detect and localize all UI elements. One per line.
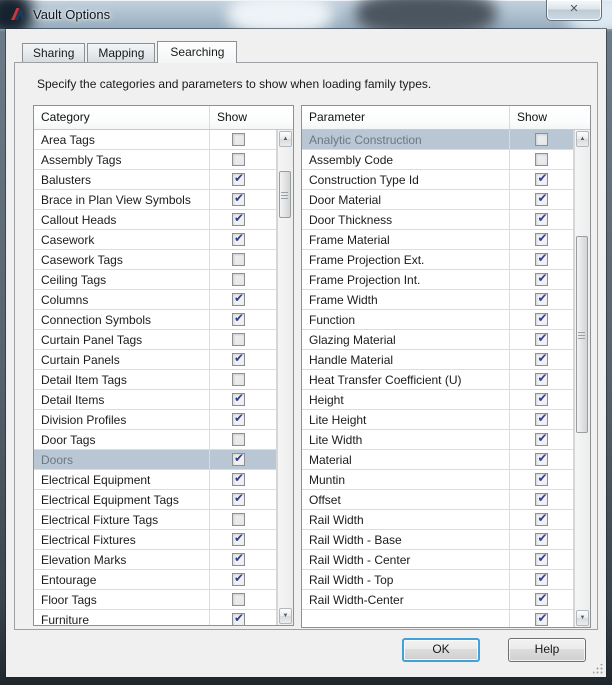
check-icon: ✔ [233, 231, 245, 245]
show-checkbox[interactable] [232, 133, 245, 146]
table-row[interactable] [34, 210, 276, 230]
check-icon: ✔ [537, 231, 548, 245]
scroll-up-button[interactable] [279, 131, 292, 147]
row-label: Detail Item Tags [34, 370, 210, 389]
table-row[interactable] [34, 570, 276, 590]
check-icon: ✔ [537, 591, 548, 605]
dialog-body [6, 29, 606, 677]
table-row[interactable] [302, 310, 573, 330]
table-row[interactable] [302, 350, 573, 370]
show-cell [210, 130, 276, 149]
show-checkbox[interactable] [535, 373, 548, 386]
check-icon: ✔ [537, 471, 548, 485]
table-row[interactable] [34, 410, 276, 430]
show-cell [210, 330, 276, 349]
table-row[interactable] [302, 530, 573, 550]
row-label: Division Profiles [34, 410, 210, 429]
table-row[interactable] [34, 610, 276, 625]
show-checkbox[interactable] [535, 173, 548, 186]
row-label: Muntin [302, 470, 510, 489]
row-label: Electrical Fixture Tags [34, 510, 210, 529]
check-icon: ✔ [537, 611, 548, 625]
parameter-show-column-header[interactable]: Show [517, 110, 548, 124]
check-icon: ✔ [233, 391, 245, 405]
table-row[interactable] [34, 550, 276, 570]
row-label: Entourage [34, 570, 210, 589]
row-label: Frame Projection Ext. [302, 250, 510, 269]
show-cell [510, 190, 573, 209]
show-cell [510, 250, 573, 269]
show-checkbox[interactable] [232, 553, 245, 566]
show-cell [510, 530, 573, 549]
check-icon: ✔ [537, 291, 548, 305]
show-cell [510, 350, 573, 369]
check-icon: ✔ [537, 271, 548, 285]
show-checkbox[interactable] [535, 273, 548, 286]
show-cell [210, 310, 276, 329]
row-label: Doors [34, 450, 210, 469]
row-label: Lite Width [302, 430, 510, 449]
table-row[interactable] [34, 590, 276, 610]
scrollbar-thumb[interactable] [576, 236, 588, 433]
table-row[interactable] [302, 450, 573, 470]
row-label: Analytic Construction [302, 130, 510, 149]
show-cell [510, 310, 573, 329]
row-label: Ceiling Tags [34, 270, 210, 289]
show-checkbox[interactable] [535, 233, 548, 246]
show-cell [210, 250, 276, 269]
show-cell [210, 170, 276, 189]
scrollbar-thumb[interactable] [279, 171, 291, 218]
row-label: Detail Items [34, 390, 210, 409]
check-icon: ✔ [537, 171, 548, 185]
show-checkbox[interactable] [232, 313, 245, 326]
table-row[interactable] [302, 230, 573, 250]
show-cell [210, 530, 276, 549]
table-row[interactable] [34, 390, 276, 410]
table-row[interactable] [302, 430, 573, 450]
table-row[interactable] [34, 290, 276, 310]
show-checkbox[interactable] [535, 513, 548, 526]
check-icon: ✔ [233, 491, 245, 505]
show-checkbox[interactable] [535, 433, 548, 446]
row-label: Door Material [302, 190, 510, 209]
check-icon: ✔ [537, 211, 548, 225]
row-label: Door Tags [34, 430, 210, 449]
check-icon: ✔ [233, 311, 245, 325]
show-checkbox[interactable] [535, 413, 548, 426]
row-label: Brace in Plan View Symbols [34, 190, 210, 209]
table-row[interactable] [302, 390, 573, 410]
row-label: Assembly Tags [34, 150, 210, 169]
show-cell [510, 170, 573, 189]
arrow-up-icon: ▲ [282, 136, 289, 142]
row-label: Callout Heads [34, 210, 210, 229]
show-checkbox[interactable] [232, 373, 245, 386]
show-checkbox[interactable] [232, 253, 245, 266]
thumb-grip-icon [281, 192, 288, 199]
row-label: Function [302, 310, 510, 329]
row-label: Frame Projection Int. [302, 270, 510, 289]
check-icon: ✔ [537, 551, 548, 565]
show-checkbox[interactable] [232, 493, 245, 506]
table-row[interactable] [34, 150, 276, 170]
row-label: Electrical Equipment [34, 470, 210, 489]
table-row[interactable] [302, 570, 573, 590]
check-icon: ✔ [537, 411, 548, 425]
show-checkbox[interactable] [232, 533, 245, 546]
show-cell [510, 510, 573, 529]
check-icon: ✔ [233, 411, 245, 425]
show-checkbox[interactable] [535, 333, 548, 346]
show-cell [510, 270, 573, 289]
show-checkbox[interactable] [232, 193, 245, 206]
show-checkbox[interactable] [535, 453, 548, 466]
show-checkbox[interactable] [232, 473, 245, 486]
arrow-down-icon: ▼ [282, 613, 289, 619]
row-label: Furniture [34, 610, 210, 625]
row-label: Offset [302, 490, 510, 509]
table-row[interactable] [34, 510, 276, 530]
check-icon: ✔ [537, 311, 548, 325]
row-label: Construction Type Id [302, 170, 510, 189]
close-icon: ✕ [569, 3, 579, 15]
show-checkbox[interactable] [232, 333, 245, 346]
check-icon: ✔ [233, 191, 245, 205]
show-cell [210, 550, 276, 569]
table-row[interactable] [302, 130, 573, 150]
table-row[interactable] [302, 150, 573, 170]
row-label: Material [302, 450, 510, 469]
show-cell [510, 610, 573, 627]
row-label: Casework [34, 230, 210, 249]
show-checkbox[interactable] [232, 273, 245, 286]
show-checkbox[interactable] [535, 393, 548, 406]
parameter-scrollbar[interactable] [574, 130, 590, 627]
tab-sharing[interactable]: Sharing [22, 43, 85, 62]
table-row[interactable] [302, 410, 573, 430]
check-icon: ✔ [233, 211, 245, 225]
table-row[interactable] [34, 190, 276, 210]
check-icon: ✔ [537, 431, 548, 445]
ok-button[interactable]: OK [402, 638, 480, 662]
table-row[interactable] [34, 250, 276, 270]
show-checkbox[interactable] [232, 233, 245, 246]
instruction-text: Specify the categories and parameters to show when loading family types. [37, 77, 432, 91]
titlebar-glass-blob [228, 0, 332, 29]
parameter-rows [302, 130, 574, 627]
show-cell [210, 290, 276, 309]
thumb-grip-icon [578, 332, 585, 339]
show-cell [210, 510, 276, 529]
show-checkbox[interactable] [232, 173, 245, 186]
check-icon: ✔ [537, 491, 548, 505]
close-button[interactable] [546, 0, 602, 21]
show-cell [510, 490, 573, 509]
table-row[interactable] [302, 290, 573, 310]
table-row[interactable] [302, 510, 573, 530]
show-cell [510, 450, 573, 469]
show-checkbox[interactable] [535, 193, 548, 206]
tab-searching[interactable]: Searching [157, 41, 237, 63]
show-checkbox[interactable] [535, 553, 548, 566]
show-cell [210, 570, 276, 589]
check-icon: ✔ [537, 511, 548, 525]
vault-app-icon [10, 6, 26, 22]
show-cell [210, 210, 276, 229]
table-row[interactable] [302, 190, 573, 210]
table-row[interactable] [34, 490, 276, 510]
show-checkbox[interactable] [535, 253, 548, 266]
row-label: Lite Height [302, 410, 510, 429]
show-checkbox[interactable] [232, 513, 245, 526]
table-row[interactable] [34, 330, 276, 350]
check-icon: ✔ [537, 371, 548, 385]
category-list [33, 105, 294, 626]
show-cell [210, 430, 276, 449]
table-row[interactable] [34, 270, 276, 290]
row-label: Casework Tags [34, 250, 210, 269]
check-icon: ✔ [233, 291, 245, 305]
show-cell [210, 230, 276, 249]
check-icon: ✔ [233, 531, 245, 545]
check-icon: ✔ [537, 331, 548, 345]
check-icon: ✔ [233, 611, 245, 625]
show-checkbox[interactable] [535, 613, 548, 626]
show-cell [510, 430, 573, 449]
row-label: Assembly Code [302, 150, 510, 169]
titlebar-glass-blob [356, 0, 496, 29]
show-cell [510, 370, 573, 389]
check-icon: ✔ [537, 351, 548, 365]
show-cell [510, 470, 573, 489]
row-label: Elevation Marks [34, 550, 210, 569]
show-checkbox[interactable] [535, 473, 548, 486]
check-icon: ✔ [233, 451, 245, 465]
searching-tab-panel [14, 62, 598, 630]
show-checkbox[interactable] [232, 573, 245, 586]
table-row[interactable] [34, 430, 276, 450]
row-label: Floor Tags [34, 590, 210, 609]
category-show-column-header[interactable]: Show [217, 110, 248, 124]
row-label: Handle Material [302, 350, 510, 369]
scroll-down-button[interactable] [576, 610, 589, 626]
row-label: Rail Width - Top [302, 570, 510, 589]
parameter-list-header [302, 106, 590, 130]
row-label [302, 610, 510, 627]
check-icon: ✔ [233, 571, 245, 585]
show-cell [510, 150, 573, 169]
show-cell [510, 330, 573, 349]
show-cell [510, 130, 573, 149]
show-cell [210, 270, 276, 289]
show-cell [510, 210, 573, 229]
show-cell [210, 150, 276, 169]
show-cell [210, 410, 276, 429]
row-label: Electrical Fixtures [34, 530, 210, 549]
show-cell [210, 470, 276, 489]
row-label: Frame Material [302, 230, 510, 249]
table-row[interactable] [34, 230, 276, 250]
row-label: Curtain Panels [34, 350, 210, 369]
tab-strip [22, 41, 239, 63]
check-icon: ✔ [537, 251, 548, 265]
show-checkbox[interactable] [535, 293, 548, 306]
show-cell [510, 590, 573, 609]
check-icon: ✔ [537, 451, 548, 465]
check-icon: ✔ [233, 471, 245, 485]
check-icon: ✔ [233, 351, 245, 365]
check-icon: ✔ [537, 391, 548, 405]
table-row[interactable] [34, 170, 276, 190]
table-row[interactable] [302, 550, 573, 570]
show-cell [510, 410, 573, 429]
row-label: Frame Width [302, 290, 510, 309]
window-title: Vault Options [33, 7, 111, 22]
show-checkbox[interactable] [232, 413, 245, 426]
show-checkbox[interactable] [535, 133, 548, 146]
show-checkbox[interactable] [535, 313, 548, 326]
show-cell [210, 590, 276, 609]
tab-mapping[interactable]: Mapping [87, 43, 155, 62]
row-label: Electrical Equipment Tags [34, 490, 210, 509]
table-row[interactable] [302, 170, 573, 190]
row-label: Door Thickness [302, 210, 510, 229]
check-icon: ✔ [233, 551, 245, 565]
scroll-down-button[interactable] [279, 608, 292, 624]
category-list-header [34, 106, 293, 130]
check-icon: ✔ [537, 191, 548, 205]
category-column-header[interactable]: Category [34, 106, 210, 129]
show-checkbox[interactable] [232, 593, 245, 606]
check-icon: ✔ [537, 571, 548, 585]
show-cell [210, 450, 276, 469]
show-cell [510, 230, 573, 249]
row-label: Curtain Panel Tags [34, 330, 210, 349]
row-label: Glazing Material [302, 330, 510, 349]
table-row[interactable] [302, 610, 573, 627]
show-checkbox[interactable] [535, 493, 548, 506]
category-rows [34, 130, 277, 625]
scroll-up-button[interactable] [576, 131, 589, 147]
arrow-up-icon: ▲ [579, 136, 586, 142]
table-row[interactable] [34, 530, 276, 550]
show-checkbox[interactable] [232, 613, 245, 625]
show-checkbox[interactable] [232, 153, 245, 166]
show-checkbox[interactable] [535, 573, 548, 586]
show-checkbox[interactable] [232, 453, 245, 466]
row-label: Columns [34, 290, 210, 309]
show-cell [210, 370, 276, 389]
show-cell [210, 390, 276, 409]
table-row[interactable] [302, 330, 573, 350]
show-checkbox[interactable] [232, 393, 245, 406]
titlebar[interactable] [0, 0, 612, 29]
show-cell [510, 290, 573, 309]
row-label: Balusters [34, 170, 210, 189]
show-cell [210, 190, 276, 209]
show-checkbox[interactable] [535, 593, 548, 606]
show-checkbox[interactable] [535, 353, 548, 366]
row-label: Rail Width [302, 510, 510, 529]
table-row[interactable] [34, 130, 276, 150]
table-row[interactable] [302, 250, 573, 270]
table-row[interactable] [302, 590, 573, 610]
table-row[interactable] [302, 270, 573, 290]
arrow-down-icon: ▼ [579, 615, 586, 621]
table-row[interactable] [302, 490, 573, 510]
row-label: Heat Transfer Coefficient (U) [302, 370, 510, 389]
check-icon: ✔ [233, 171, 245, 185]
show-checkbox[interactable] [232, 293, 245, 306]
table-row[interactable] [302, 210, 573, 230]
show-checkbox[interactable] [232, 213, 245, 226]
row-label: Area Tags [34, 130, 210, 149]
show-checkbox[interactable] [535, 533, 548, 546]
show-cell [510, 390, 573, 409]
show-cell [210, 490, 276, 509]
table-row[interactable] [34, 450, 276, 470]
table-row[interactable] [34, 370, 276, 390]
row-label: Rail Width-Center [302, 590, 510, 609]
row-label: Connection Symbols [34, 310, 210, 329]
row-label: Rail Width - Center [302, 550, 510, 569]
table-row[interactable] [34, 310, 276, 330]
show-cell [210, 350, 276, 369]
parameter-column-header[interactable]: Parameter [302, 106, 510, 129]
show-checkbox[interactable] [535, 213, 548, 226]
category-scrollbar[interactable] [277, 130, 293, 625]
table-row[interactable] [302, 370, 573, 390]
row-label: Rail Width - Base [302, 530, 510, 549]
show-cell [210, 610, 276, 625]
help-button[interactable]: Help [508, 638, 586, 662]
resize-grip[interactable] [593, 664, 603, 674]
table-row[interactable] [302, 470, 573, 490]
show-checkbox[interactable] [232, 353, 245, 366]
table-row[interactable] [34, 350, 276, 370]
check-icon: ✔ [537, 531, 548, 545]
parameter-list [301, 105, 591, 628]
row-label: Height [302, 390, 510, 409]
show-checkbox[interactable] [232, 433, 245, 446]
show-cell [510, 550, 573, 569]
show-checkbox[interactable] [535, 153, 548, 166]
show-cell [510, 570, 573, 589]
table-row[interactable] [34, 470, 276, 490]
